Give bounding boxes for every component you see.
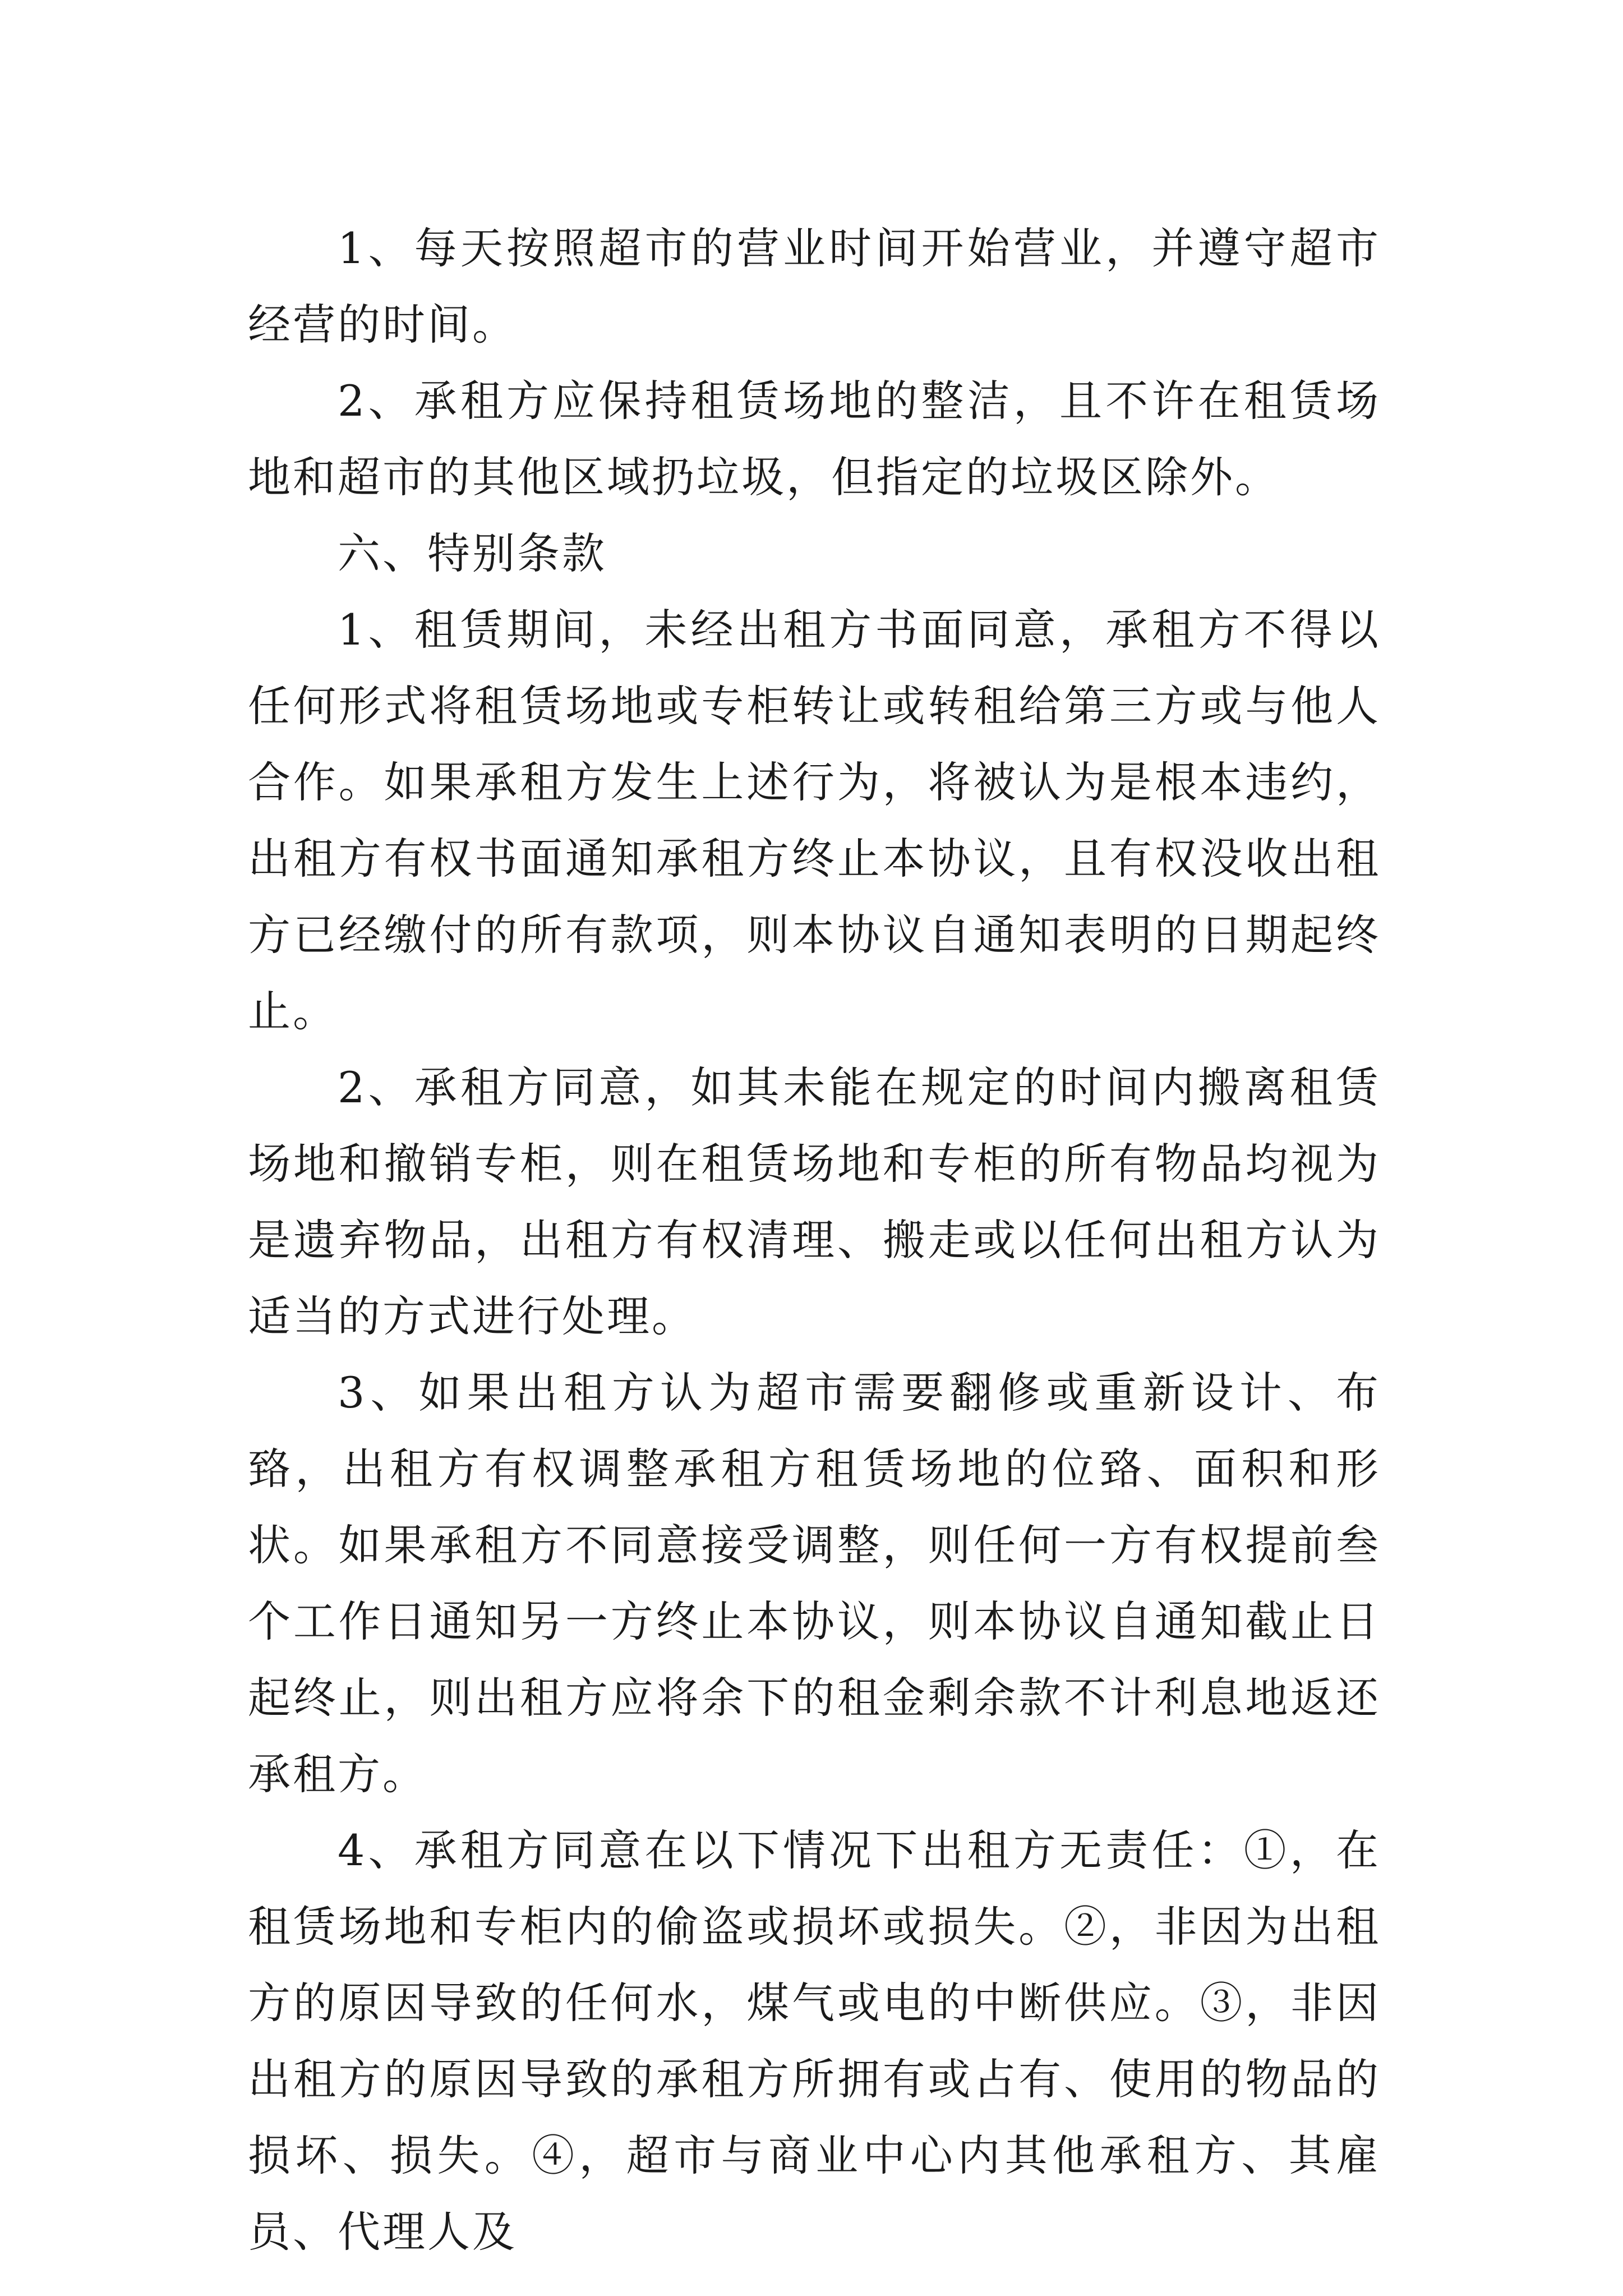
paragraph-business-hours: 1、每天按照超市的营业时间开始营业，并遵守超市经营的时间。 bbox=[248, 223, 1381, 349]
paragraph-no-sublease: 1、租赁期间，未经出租方书面同意，承租方不得以任何形式将租赁场地或专柜转让或转租给第三方或与他人合作。如果承租方发生上述行为，将被认为是根本违约，出租方有权书面通知承租方终止本协议，且有权没收出租方已经缴付的所有款项，则本协议自通知表明的日期起终止。 bbox=[248, 605, 1381, 1036]
document-body bbox=[248, 210, 1381, 2270]
paragraph-renovation-adjustment: 3、如果出租方认为超市需要翻修或重新设计、布臵，出租方有权调整承租方租赁场地的位臵、面积和形状。如果承租方不同意接受调整，则任何一方有权提前叁个工作日通知另一方终止本协议，则本协议自通知截止日起终止，则出租方应将余下的租金剩余款不计利息地返还承租方。 bbox=[248, 1368, 1381, 1799]
paragraph-cleanliness: 2、承租方应保持租赁场地的整洁，且不许在租赁场地和超市的其他区域扔垃圾，但指定的垃圾区除外。 bbox=[248, 376, 1381, 502]
paragraph-removal-of-goods: 2、承租方同意，如其未能在规定的时间内搬离租赁场地和撤销专柜，则在租赁场地和专柜的所有物品均视为是遗弃物品，出租方有权清理、搬走或以任何出租方认为适当的方式进行处理。 bbox=[248, 1062, 1381, 1341]
paragraph-lessor-liability-exemption: 4、承租方同意在以下情况下出租方无责任：①，在租赁场地和专柜内的偷盗或损坏或损失。②，非因为出租方的原因导致的任何水，煤气或电的中断供应。③，非因出租方的原因导致的承租方所拥有或占有、使用的物品的损坏、损失。④，超市与商业中心内其他承租方、其雇员、代理人及 bbox=[248, 1825, 1381, 2257]
section-heading-special-terms: 六、特别条款 bbox=[338, 528, 607, 578]
